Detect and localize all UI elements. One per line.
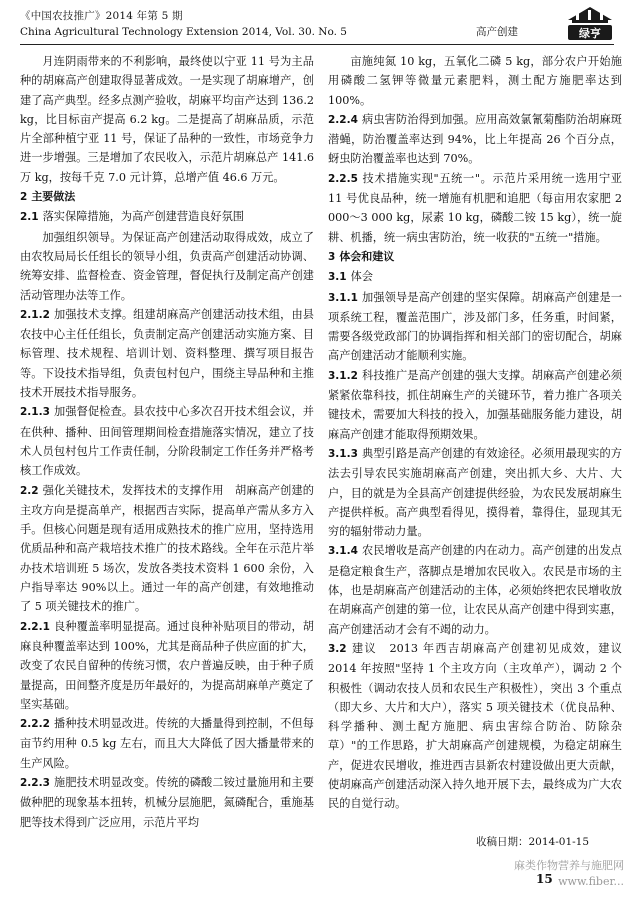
section-heading: [328, 247, 622, 267]
section-number: 2.1.3: [20, 406, 50, 419]
section-text: 科技推广是高产创建的强大支撑。胡麻高产创建必须紧紧依靠科技，抓住胡麻生产的关键环节，着力推广各项关键技术，需要加大科技的投入，加强基础服务能力建设，胡麻高产创建才能取得预期效果。: [328, 368, 622, 441]
watermark: 麻类作物营养与施肥网 www.fiber...: [514, 859, 624, 888]
subsection-paragraph: [20, 402, 314, 480]
journal-issue-line: 《中国农技推广》2014 年第 5 期: [20, 10, 183, 22]
section-number: 3.1.4: [328, 545, 358, 558]
journal-english-line: China Agricultural Technology Extension 2014, Vol. 30. No. 5: [20, 26, 347, 38]
section-text: 技术措施实现"五统一"。示范片采用统一选用宁亚 11 号优良品种，统一增施有机肥和追肥（每亩用农家肥 2 000～3 000 kg，尿素 10 kg，磷酸二铵 15 kg），统一旋耕、机播，统一病虫害防治，统一收获的"五统一"措施。: [328, 171, 622, 244]
subsection-paragraph: [328, 267, 622, 287]
left-column: [20, 52, 314, 832]
paragraph: 月连阴雨带来的不利影响，最终使以宁亚 11 号为主品种的胡麻高产创建取得显著成效。一是实现了胡麻增产，创建了高产典型。经多点测产验收，胡麻平均亩产达到 136.2 kg，比目标亩产提高 6.2 kg。二是提高了胡麻品质，示范片全部种植宁亚 11 号，保证了品种的一致性，市场竞争力进一步增强。三是增加了农民收入，示范片胡麻总产 141.6 万 kg，按每千克 7.0 元计算，总增产值 46.6 万元。: [20, 55, 314, 184]
logo-text: 绿亨: [579, 27, 601, 40]
section-text: 体会和建议: [339, 249, 395, 263]
greenhouse-logo-icon: [564, 4, 616, 42]
section-text: 主要做法: [31, 190, 76, 204]
section-number: 3.1.2: [328, 369, 358, 382]
subsection-paragraph: [328, 288, 622, 366]
paragraph: 加强组织领导。为保证高产创建活动取得成效，成立了由农牧局局长任组长的领导小组，负责高产创建活动协调、统筹安排、监督检查、资金管理，督促执行及制定高产创建活动管理办法等工作。: [20, 230, 314, 302]
section-heading: [20, 187, 314, 207]
section-text: 典型引路是高产创建的有效途径。必须用最现实的方法去引导农民实施胡麻高产创建，突出抓大乡、大片、大户，目的就是为全县高产创建提供经验，为农民发展胡麻生产提供样板。高产典型看得见，摸得着，靠得住，显现其无穷的辐射带动力量。: [328, 446, 622, 539]
page-header: [0, 0, 632, 50]
subsection-paragraph: [328, 169, 622, 247]
section-label: 高产创建: [476, 26, 518, 38]
subsection-paragraph: [328, 541, 622, 638]
page-number: 15: [536, 872, 553, 886]
section-text: 落实保障措施，为高产创建营造良好氛围: [42, 210, 244, 224]
section-number: 2.2.4: [328, 113, 358, 126]
subsection-paragraph: [20, 481, 314, 617]
subsection-paragraph: [328, 110, 622, 169]
received-label: 收稿日期：: [476, 836, 529, 848]
section-text: 农民增收是高产创建的内在动力。高产创建的出发点是稳定粮食生产，落脚点是增加农民收入。农民是市场的主体，也是胡麻高产创建活动的主体，必须始终把农民增收放在胡麻高产创建的第一位，让农民从高产创建中得到实惠，高产创建活动才会有不竭的动力。: [328, 544, 622, 636]
section-text: 加强领导是高产创建的坚实保障。胡麻高产创建是一项系统工程，覆盖范围广，涉及部门多，任务重，时间紧，需要各级党政部门的协调指挥和相关部门的密切配合，胡麻高产创建活动才能顺利实施。: [328, 290, 622, 363]
paragraph: 亩施纯氮 10 kg，五氧化二磷 5 kg，部分农户开始施用磷酸二氢钾等微量元素肥料，测土配方施肥率达到 100%。: [328, 55, 622, 107]
subsection-paragraph: [20, 207, 314, 227]
section-number: 2.2.5: [328, 172, 358, 185]
section-text: 体会: [350, 270, 373, 284]
section-number: 2.2: [20, 484, 39, 497]
section-number: 3.1.3: [328, 447, 358, 460]
subsection-paragraph: [328, 639, 622, 814]
section-number: 2.1.2: [20, 308, 50, 321]
section-text: 建议 2013 年西吉胡麻高产创建初见成效，建议 2014 年按照"坚持 1 个主攻方向（主攻单产），调动 2 个积极性（调动农技人员和农民生产积极性），突出 3 个重点（即大乡、大片和大户），落实 5 项关键技术（优良品种、科学播种、测土配方施肥、病虫害综合防治、防除杂草）"的工作思路，扩大胡麻高产创建规模，为稳定胡麻生产，促进农民增收，推进西吉县新农村建设做出更大贡献，使胡麻高产创建活动深入持久地开展下去，最终成为广大农民的自觉行动。: [328, 641, 622, 811]
section-number: 3.1.1: [328, 291, 358, 304]
section-text: 良种覆盖率明显提高。通过良种补贴项目的带动，胡麻良种覆盖率达到 100%，尤其是商品种子供应面的扩大，改变了农民自留种的传统习惯，农户普遍反映，由于种子质量提高，田间整齐度是历年最好的，为提高胡麻单产奠定了坚实基础。: [20, 619, 314, 711]
subsection-paragraph: [20, 305, 314, 402]
section-number: 2.2.2: [20, 718, 50, 731]
subsection-paragraph: [328, 366, 622, 444]
received-value: 2014-01-15: [528, 836, 590, 848]
section-text: 播种技术明显改进。传统的大播量得到控制，不但每亩节约用种 0.5 kg 左右，而且大大降低了因大播量带来的生产风险。: [20, 717, 314, 770]
section-text: 加强督促检查。县农技中心多次召开技术组会议，并在供种、播种、田间管理期间检查措施落实情况，建立了技术人员包村包片工作责任制，分阶段制定工作任务并严格考核工作成效。: [20, 405, 314, 478]
section-text: 强化关键技术，发挥技术的支撑作用 胡麻高产创建的主攻方向是提高单产，根据西吉实际，提高单产需从多方入手。但核心问题是现有适用成熟技术的推广应用，坚持选用优质品种和高产栽培技术推广的技术路线。全年在示范片举办技术培训班 5 场次，发放各类技术资料 1 600 余份，入户指导率达 90%以上。通过一年的高产创建，有效地推动了 5 项关键技术的推广。: [20, 483, 314, 614]
right-column: [328, 52, 622, 814]
section-number: 2: [20, 191, 28, 204]
header-rule: [20, 44, 614, 45]
section-number: 2.2.1: [20, 620, 50, 633]
received-date: [476, 834, 589, 849]
section-number: 3: [328, 250, 336, 263]
subsection-paragraph: [328, 444, 622, 541]
subsection-paragraph: [20, 617, 314, 714]
section-text: 病虫害防治得到加强。应用高效氯氰菊酯防治胡麻斑潜蝇，防治覆盖率达到 94%，比上年提高 26 个百分点，蚜虫防治覆盖率也达到 70%。: [328, 112, 622, 166]
subsection-paragraph: [20, 773, 314, 832]
subsection-paragraph: [20, 714, 314, 773]
section-text: 施肥技术明显改变。传统的磷酸二铵过量施用和主要做种肥的现象基本扭转，机械分层施肥，氮磷配合，重施基肥等技术得到广泛应用，示范片平均: [20, 775, 314, 829]
section-number: 3.2: [328, 642, 347, 655]
section-number: 2.2.3: [20, 776, 50, 789]
section-number: 2.1: [20, 211, 39, 224]
section-text: 加强技术支撑。组建胡麻高产创建活动技术组，由县农技中心主任任组长，负责制定高产创建活动实施方案、目标管理、技术规程、培训计划、资料整理、撰写项目报告等。下设技术指导组，负责包村包户，围绕主导品种和主推技术开展技术指导服务。: [20, 307, 314, 400]
section-number: 3.1: [328, 271, 347, 284]
